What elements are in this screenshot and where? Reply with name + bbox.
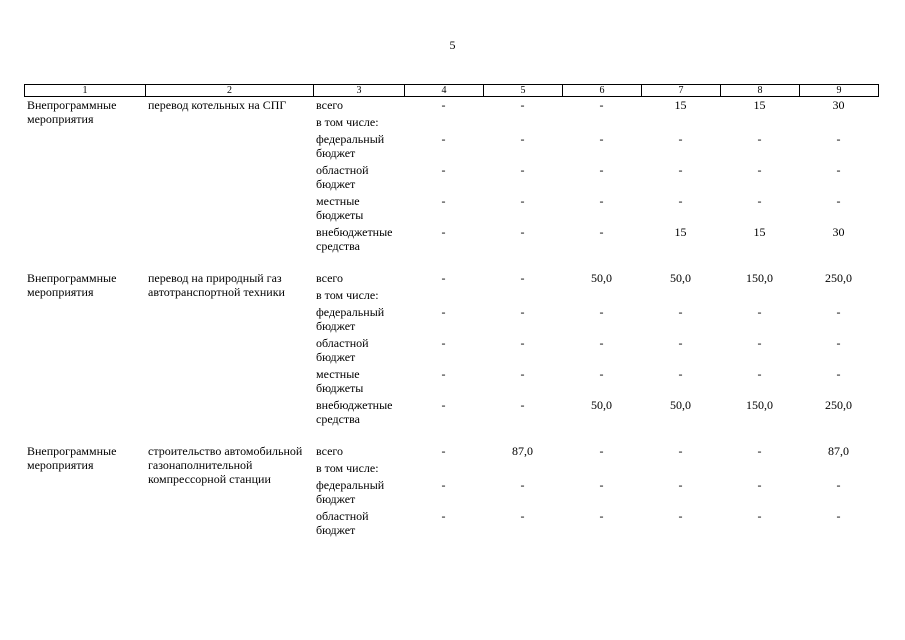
value-cell: - <box>520 478 525 492</box>
value-cell: - <box>441 225 446 239</box>
column-number: 7 <box>642 85 721 97</box>
measure-type-cell: Внепрограммные мероприятия <box>27 271 117 299</box>
value-cell: - <box>599 132 604 146</box>
value-cell: - <box>441 98 446 112</box>
value-cell: - <box>678 444 683 458</box>
funding-source-cell: всего <box>316 271 344 285</box>
value-cell: - <box>599 367 604 381</box>
value-cell: - <box>836 132 841 146</box>
value-cell: - <box>599 444 604 458</box>
value-cell <box>720 458 799 475</box>
value-cell: - <box>520 98 525 112</box>
value-cell: 50,0 <box>670 271 691 285</box>
page-number: 5 <box>449 38 456 52</box>
value-cell: - <box>441 271 446 285</box>
value-cell: - <box>678 509 683 523</box>
value-cell: - <box>520 225 525 239</box>
value-cell: - <box>678 132 683 146</box>
column-number-row <box>25 85 879 97</box>
value-cell: - <box>441 194 446 208</box>
value-cell <box>720 285 799 302</box>
funding-source-cell: федеральный бюджет <box>316 305 385 333</box>
value-cell: - <box>520 367 525 381</box>
spacer-cell <box>24 426 878 444</box>
block-spacer <box>24 253 878 271</box>
funding-source-cell: областной бюджет <box>316 336 369 364</box>
value-cell: - <box>599 163 604 177</box>
value-cell: - <box>441 478 446 492</box>
value-cell: 15 <box>674 98 687 112</box>
funding-source-cell: местные бюджеты <box>316 367 364 395</box>
funding-source-cell: в том числе: <box>316 115 379 129</box>
value-cell: 15 <box>753 98 766 112</box>
value-cell <box>799 285 878 302</box>
value-cell: - <box>757 444 762 458</box>
column-number: 8 <box>721 85 800 97</box>
funding-source-cell: внебюджетные средства <box>316 225 393 253</box>
value-cell: - <box>599 509 604 523</box>
value-cell: 15 <box>674 225 687 239</box>
value-cell: - <box>520 336 525 350</box>
value-cell: 50,0 <box>591 398 612 412</box>
value-cell: - <box>757 194 762 208</box>
value-cell <box>641 458 720 475</box>
value-cell: - <box>441 398 446 412</box>
value-cell: - <box>599 478 604 492</box>
value-cell: - <box>520 163 525 177</box>
value-cell: - <box>678 367 683 381</box>
value-cell: - <box>441 132 446 146</box>
value-cell: 50,0 <box>670 398 691 412</box>
value-cell: - <box>836 509 841 523</box>
table-row <box>24 444 878 458</box>
value-cell <box>483 285 562 302</box>
funding-source-cell: областной бюджет <box>316 163 369 191</box>
value-cell: - <box>678 305 683 319</box>
column-number: 5 <box>484 85 563 97</box>
value-cell: 87,0 <box>828 444 849 458</box>
table-row <box>24 98 878 112</box>
value-cell: 30 <box>832 225 845 239</box>
column-number: 2 <box>146 85 314 97</box>
funding-source-cell: федеральный бюджет <box>316 132 385 160</box>
funding-source-cell: в том числе: <box>316 288 379 302</box>
column-number: 6 <box>563 85 642 97</box>
funding-table <box>24 98 878 537</box>
value-cell: - <box>678 194 683 208</box>
value-cell: 30 <box>832 98 845 112</box>
value-cell: - <box>441 305 446 319</box>
value-cell: - <box>520 398 525 412</box>
value-cell: - <box>599 194 604 208</box>
funding-source-cell: местные бюджеты <box>316 194 364 222</box>
value-cell: - <box>757 163 762 177</box>
column-number: 4 <box>405 85 484 97</box>
funding-source-cell: всего <box>316 98 344 112</box>
value-cell: 250,0 <box>825 271 852 285</box>
value-cell <box>799 458 878 475</box>
funding-source-cell: федеральный бюджет <box>316 478 385 506</box>
value-cell: 150,0 <box>746 398 773 412</box>
value-cell <box>641 112 720 129</box>
value-cell <box>562 458 641 475</box>
value-cell: - <box>520 194 525 208</box>
value-cell: - <box>520 271 525 285</box>
value-cell: 150,0 <box>746 271 773 285</box>
column-number: 1 <box>25 85 146 97</box>
value-cell: - <box>599 98 604 112</box>
value-cell <box>562 112 641 129</box>
value-cell <box>483 112 562 129</box>
column-number: 3 <box>314 85 405 97</box>
value-cell: - <box>678 336 683 350</box>
value-cell <box>720 112 799 129</box>
value-cell: - <box>441 163 446 177</box>
value-cell: - <box>757 478 762 492</box>
value-cell <box>483 458 562 475</box>
value-cell: - <box>836 305 841 319</box>
value-cell: - <box>599 225 604 239</box>
value-cell: - <box>599 305 604 319</box>
funding-source-cell: всего <box>316 444 344 458</box>
spacer-cell <box>24 253 878 271</box>
value-cell: - <box>520 509 525 523</box>
funding-source-cell: в том числе: <box>316 461 379 475</box>
column-header-table <box>24 84 879 97</box>
value-cell: - <box>441 367 446 381</box>
value-cell <box>641 285 720 302</box>
value-cell: - <box>757 132 762 146</box>
value-cell: - <box>678 163 683 177</box>
value-cell: - <box>520 132 525 146</box>
value-cell: - <box>757 336 762 350</box>
value-cell <box>404 458 483 475</box>
value-cell: - <box>599 336 604 350</box>
value-cell: - <box>757 367 762 381</box>
measure-type-cell: Внепрограммные мероприятия <box>27 444 117 472</box>
value-cell <box>404 112 483 129</box>
value-cell: 250,0 <box>825 398 852 412</box>
measure-name-cell: перевод котельных на СПГ <box>148 98 287 112</box>
measure-type-cell: Внепрограммные мероприятия <box>27 98 117 126</box>
value-cell: - <box>836 367 841 381</box>
value-cell: - <box>836 194 841 208</box>
measure-name-cell: строительство автомобильной газонаполнительной компрессорной станции <box>148 444 303 486</box>
block-spacer <box>24 426 878 444</box>
table-row <box>24 271 878 285</box>
value-cell: - <box>441 444 446 458</box>
measure-name-cell: перевод на природный газ автотранспортной техники <box>148 271 285 299</box>
value-cell: - <box>441 509 446 523</box>
value-cell <box>562 285 641 302</box>
value-cell: - <box>836 163 841 177</box>
value-cell: - <box>836 336 841 350</box>
value-cell <box>799 112 878 129</box>
value-cell: - <box>520 305 525 319</box>
value-cell: 87,0 <box>512 444 533 458</box>
value-cell: - <box>678 478 683 492</box>
value-cell: - <box>757 305 762 319</box>
value-cell: 50,0 <box>591 271 612 285</box>
value-cell: 15 <box>753 225 766 239</box>
funding-source-cell: областной бюджет <box>316 509 369 537</box>
column-number: 9 <box>800 85 879 97</box>
value-cell <box>404 285 483 302</box>
value-cell: - <box>836 478 841 492</box>
funding-source-cell: внебюджетные средства <box>316 398 393 426</box>
value-cell: - <box>757 509 762 523</box>
value-cell: - <box>441 336 446 350</box>
